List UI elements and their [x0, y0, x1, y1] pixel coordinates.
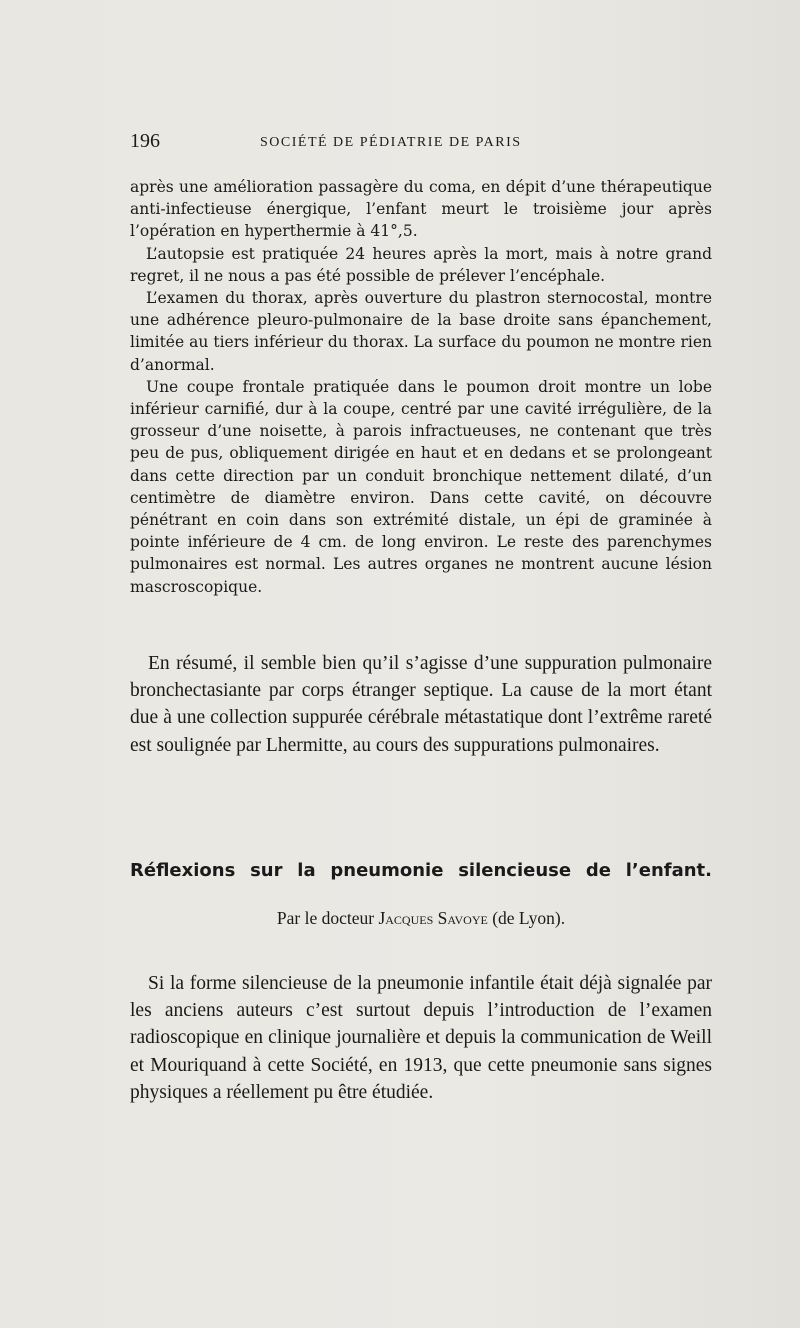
byline-prefix: Par le docteur: [276, 908, 375, 928]
paragraph-continuation: après une amélioration passagère du coma, en dépit d’une thérapeutique anti-infectieuse énergique, l’enfant meurt le troisième jour après l’opération en hyperthermie à 41°,5.: [130, 178, 712, 241]
byline-suffix: (de Lyon).: [492, 908, 566, 928]
page-number: 196: [130, 130, 160, 152]
paragraph-thorax: L’examen du thorax, après ouverture du plastron sternocostal, montre une adhérence pleuro-pulmonaire de la base droite sans épanchement, limitée au tiers inférieur du thorax. La surface du poumon ne montre rien d’anormal.: [130, 289, 712, 374]
paragraph-summary: En résumé, il semble bien qu’il s’agisse d’une suppuration pulmonaire bronchectasiante par corps étranger septique. La cause de la mort étant due à une collection suppurée cérébrale métastatique dont l’extrême rareté est soulignée par Lhermitte, au cours des suppurations pulmonaires.: [130, 653, 712, 756]
page-header: [130, 130, 710, 158]
running-head: SOCIÉTÉ DE PÉDIATRIE DE PARIS: [260, 135, 522, 150]
paragraph-section-cut: Une coupe frontale pratiquée dans le poumon droit montre un lobe inférieur carnifié, dur à la coupe, centré par une cavité irrégulière, de la grosseur d’une noisette, à parois infractueuses, ne contenant que très peu de pus, obliquement dirigée en haut et en dedans et se prolongeant dans cette direction par un conduit bronchique nettement dilaté, d’un centimètre de diamètre environ. Dans cette cavité, on découvre pénétrant en coin dans son extrémité distale, un épi de graminée à pointe inférieure de 4 cm. de long environ. Le reste des parenchymes pulmonaires est normal. Les autres organes ne montrent aucune lésion mascroscopique.: [130, 377, 712, 596]
author-name: Jacques Savoye: [378, 908, 488, 928]
section-title: Réflexions sur la pneumonie silencieuse de l’enfant.: [130, 860, 712, 881]
paragraph-introduction: Si la forme silencieuse de la pneumonie infantile était déjà signalée par les anciens auteurs c’est surtout depuis l’introduction de l’examen radioscopique en clinique journalière et depuis la communication de Weill et Mouriquand à cette Société, en 1913, que cette pneumonie sans signes physiques a réellement pu être étudiée.: [130, 973, 712, 1103]
byline: [130, 908, 712, 929]
paragraph-autopsy: L’autopsie est pratiquée 24 heures après la mort, mais à notre grand regret, il ne nous a pas été possible de prélever l’encéphale.: [130, 244, 712, 285]
